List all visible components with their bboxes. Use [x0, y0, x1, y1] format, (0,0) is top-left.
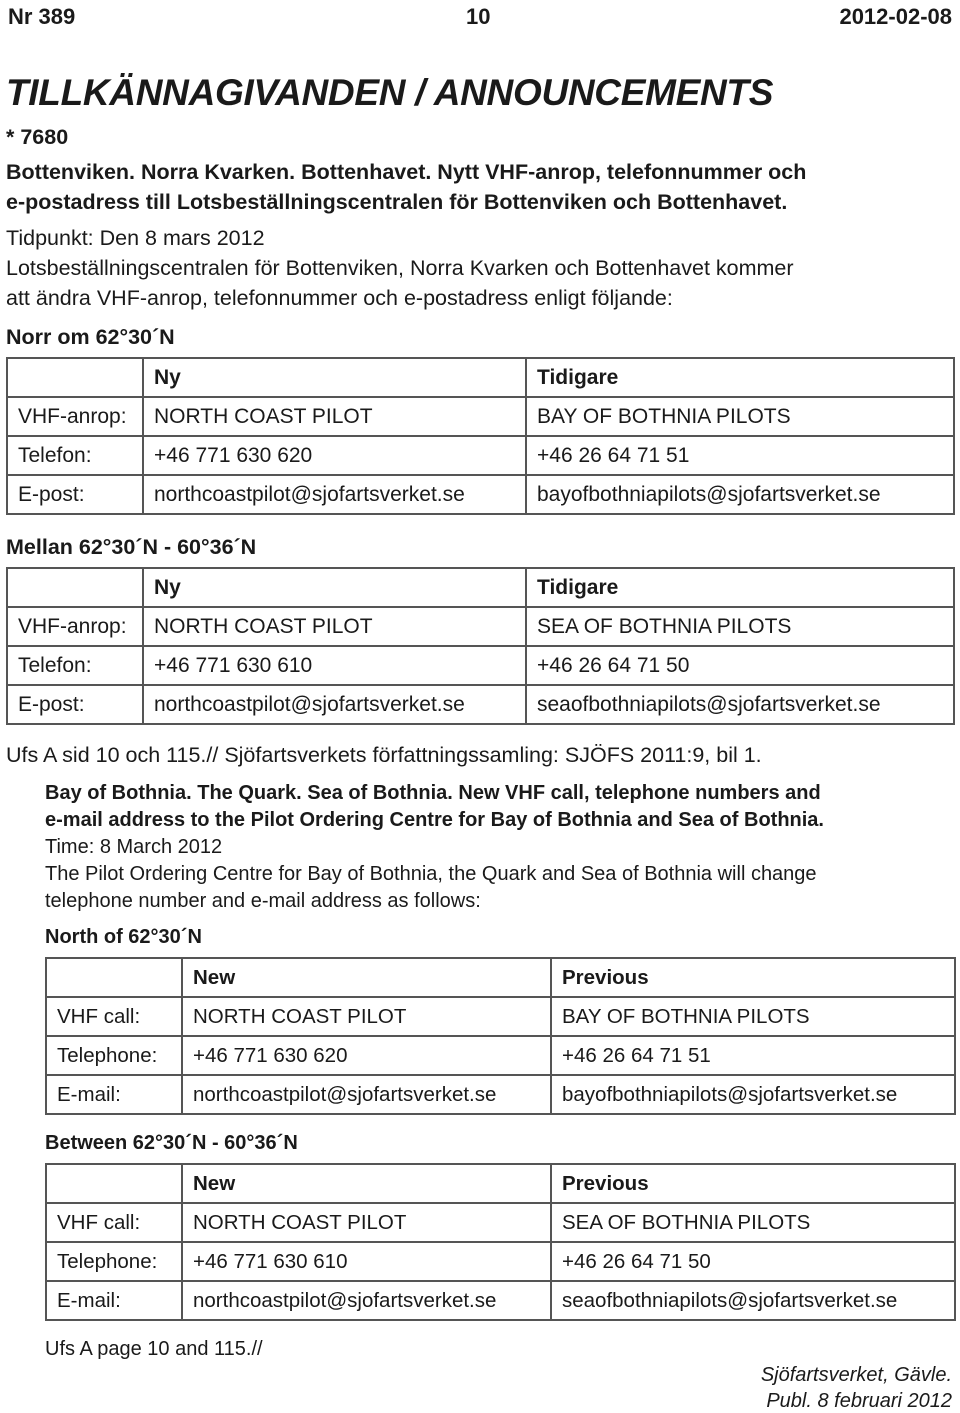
table-header-cell: Previous	[551, 1164, 955, 1203]
en-heading-line-1: Bay of Bothnia. The Quark. Sea of Bothnia. New VHF call, telephone numbers and	[45, 782, 821, 804]
en-table-north	[45, 957, 956, 1115]
new-value: +46 771 630 610	[182, 1242, 551, 1281]
previous-value: +46 26 64 71 50	[526, 646, 954, 685]
table-row	[7, 646, 954, 685]
table-header-cell: Tidigare	[526, 568, 954, 607]
previous-value: +46 26 64 71 51	[526, 436, 954, 475]
row-label: E-mail:	[46, 1075, 182, 1114]
sv-body-line-1: Lotsbeställningscentralen för Bottenviken, Norra Kvarken och Bottenhavet kommer	[6, 256, 794, 280]
notice-number: * 7680	[6, 125, 69, 149]
signature-line-1: Sjöfartsverket, Gävle.	[760, 1364, 952, 1386]
previous-value: bayofbothniapilots@sjofartsverket.se	[551, 1075, 955, 1114]
en-section-north: North of 62°30´N	[45, 926, 202, 948]
new-value: northcoastpilot@sjofartsverket.se	[143, 475, 526, 514]
new-value: +46 771 630 620	[143, 436, 526, 475]
previous-value: SEA OF BOTHNIA PILOTS	[526, 607, 954, 646]
row-label: VHF call:	[46, 997, 182, 1036]
sv-reference: Ufs A sid 10 och 115.// Sjöfartsverkets författningssamling: SJÖFS 2011:9, bil 1.	[6, 743, 762, 767]
previous-value: +46 26 64 71 51	[551, 1036, 955, 1075]
previous-value: +46 26 64 71 50	[551, 1242, 955, 1281]
row-label: E-post:	[7, 475, 143, 514]
table-row	[7, 607, 954, 646]
table-header-row	[46, 1164, 955, 1203]
row-label: Telephone:	[46, 1242, 182, 1281]
row-label: Telefon:	[7, 646, 143, 685]
table-header-row	[7, 568, 954, 607]
new-value: NORTH COAST PILOT	[182, 997, 551, 1036]
table-header-cell	[46, 958, 182, 997]
signature-line-2: Publ. 8 februari 2012	[766, 1390, 952, 1412]
table-header-cell: New	[182, 1164, 551, 1203]
sv-table-north	[6, 357, 955, 515]
table-row	[46, 997, 955, 1036]
table-header-cell: Ny	[143, 568, 526, 607]
previous-value: seaofbothniapilots@sjofartsverket.se	[551, 1281, 955, 1320]
row-label: E-mail:	[46, 1281, 182, 1320]
table-header-row	[7, 358, 954, 397]
table-row	[46, 1281, 955, 1320]
new-value: northcoastpilot@sjofartsverket.se	[182, 1075, 551, 1114]
sv-heading-line-1: Bottenviken. Norra Kvarken. Bottenhavet. Nytt VHF-anrop, telefonnummer och	[6, 160, 807, 184]
previous-value: bayofbothniapilots@sjofartsverket.se	[526, 475, 954, 514]
en-body-line-1: The Pilot Ordering Centre for Bay of Bothnia, the Quark and Sea of Bothnia will change	[45, 863, 817, 885]
table-row	[46, 1242, 955, 1281]
sv-section-between: Mellan 62°30´N - 60°36´N	[6, 535, 257, 559]
previous-value: SEA OF BOTHNIA PILOTS	[551, 1203, 955, 1242]
table-header-cell	[7, 358, 143, 397]
row-label: E-post:	[7, 685, 143, 724]
page-number: 10	[466, 4, 491, 29]
en-reference: Ufs A page 10 and 115.//	[45, 1338, 263, 1360]
row-label: VHF-anrop:	[7, 397, 143, 436]
previous-value: BAY OF BOTHNIA PILOTS	[551, 997, 955, 1036]
row-label: VHF call:	[46, 1203, 182, 1242]
en-heading-line-2: e-mail address to the Pilot Ordering Centre for Bay of Bothnia and Sea of Bothnia.	[45, 809, 824, 831]
table-row	[7, 436, 954, 475]
new-value: northcoastpilot@sjofartsverket.se	[143, 685, 526, 724]
new-value: +46 771 630 620	[182, 1036, 551, 1075]
sv-heading-line-2: e-postadress till Lotsbeställningscentralen för Bottenviken och Bottenhavet.	[6, 190, 788, 214]
issue-number: Nr 389	[8, 4, 76, 29]
row-label: Telefon:	[7, 436, 143, 475]
row-label: VHF-anrop:	[7, 607, 143, 646]
table-header-cell	[7, 568, 143, 607]
previous-value: BAY OF BOTHNIA PILOTS	[526, 397, 954, 436]
sv-table-between	[6, 567, 955, 725]
sv-section-north: Norr om 62°30´N	[6, 325, 175, 349]
en-time: Time: 8 March 2012	[45, 836, 223, 858]
table-header-row	[46, 958, 955, 997]
issue-date: 2012-02-08	[839, 4, 952, 29]
table-row	[7, 685, 954, 724]
sv-body-line-2: att ändra VHF-anrop, telefonnummer och e-postadress enligt följande:	[6, 286, 673, 310]
new-value: NORTH COAST PILOT	[143, 607, 526, 646]
table-row	[46, 1203, 955, 1242]
sv-time: Tidpunkt: Den 8 mars 2012	[6, 226, 265, 250]
table-header-cell: New	[182, 958, 551, 997]
table-row	[46, 1075, 955, 1114]
table-row	[7, 397, 954, 436]
en-table-between	[45, 1163, 956, 1321]
table-header-cell: Tidigare	[526, 358, 954, 397]
previous-value: seaofbothniapilots@sjofartsverket.se	[526, 685, 954, 724]
new-value: northcoastpilot@sjofartsverket.se	[182, 1281, 551, 1320]
new-value: NORTH COAST PILOT	[143, 397, 526, 436]
row-label: Telephone:	[46, 1036, 182, 1075]
table-row	[7, 475, 954, 514]
table-header-cell: Previous	[551, 958, 955, 997]
new-value: NORTH COAST PILOT	[182, 1203, 551, 1242]
new-value: +46 771 630 610	[143, 646, 526, 685]
page-title: TILLKÄNNAGIVANDEN / ANNOUNCEMENTS	[6, 72, 774, 113]
table-row	[46, 1036, 955, 1075]
en-section-between: Between 62°30´N - 60°36´N	[45, 1132, 298, 1154]
table-header-cell	[46, 1164, 182, 1203]
table-header-cell: Ny	[143, 358, 526, 397]
en-body-line-2: telephone number and e-mail address as follows:	[45, 890, 481, 912]
